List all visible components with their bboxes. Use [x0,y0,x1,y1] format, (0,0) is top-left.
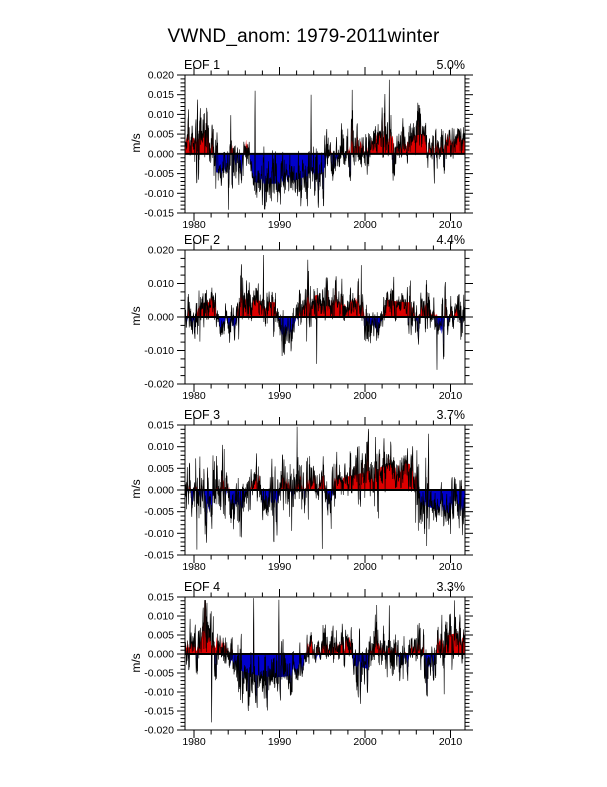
svg-text:2000: 2000 [353,736,377,748]
svg-text:0.010: 0.010 [147,610,174,623]
svg-text:-0.010: -0.010 [144,187,174,200]
svg-text:0.005: 0.005 [147,128,174,141]
eof4-plot [0,573,607,752]
chart-title: VWND_anom: 1979-2011winter [167,26,440,47]
eof1-y-axis-unit: m/s [129,133,143,153]
svg-text:2000: 2000 [353,219,377,231]
svg-text:-0.010: -0.010 [144,686,174,699]
svg-text:1990: 1990 [267,561,292,573]
svg-text:0.000: 0.000 [147,148,174,161]
svg-text:-0.015: -0.015 [144,705,174,718]
eof4-variance: 3.3% [436,580,465,594]
eof2-label: EOF 2 [184,233,221,247]
eof1-variance: 5.0% [436,58,465,72]
svg-text:-0.020: -0.020 [144,724,174,737]
svg-text:0.015: 0.015 [147,89,174,102]
svg-text:1990: 1990 [267,390,292,402]
svg-text:0.015: 0.015 [147,591,174,604]
eof2-y-axis-unit: m/s [129,306,143,326]
eof2-plot [0,226,607,406]
svg-text:0.000: 0.000 [147,484,174,497]
svg-text:-0.005: -0.005 [144,667,174,680]
eof3-y-axis-unit: m/s [129,479,143,499]
svg-text:1980: 1980 [182,561,206,573]
svg-text:2010: 2010 [438,390,463,402]
eof4-y-axis-unit: m/s [129,653,143,673]
svg-text:2010: 2010 [438,561,463,573]
eof3-label: EOF 3 [184,408,221,422]
eof4-label: EOF 4 [184,580,221,594]
svg-text:-0.005: -0.005 [144,506,174,519]
svg-text:-0.010: -0.010 [144,527,174,540]
eof3-plot [0,401,607,577]
svg-text:0.000: 0.000 [147,311,174,324]
eof2-variance: 4.4% [436,233,465,247]
svg-text:0.000: 0.000 [147,648,174,661]
svg-text:0.010: 0.010 [147,278,174,290]
svg-text:0.005: 0.005 [147,462,174,475]
svg-text:2000: 2000 [353,561,377,573]
svg-text:0.015: 0.015 [147,419,174,432]
svg-text:0.020: 0.020 [147,69,174,82]
eof1-label: EOF 1 [184,58,221,72]
svg-text:-0.015: -0.015 [144,207,174,220]
svg-text:0.010: 0.010 [147,108,174,121]
svg-text:2010: 2010 [438,736,463,748]
svg-text:1980: 1980 [182,736,206,748]
svg-text:1990: 1990 [267,736,292,748]
svg-text:-0.005: -0.005 [144,168,174,181]
eof3-variance: 3.7% [436,408,465,422]
svg-text:-0.010: -0.010 [144,345,174,357]
svg-text:1980: 1980 [182,219,206,231]
svg-text:0.020: 0.020 [147,244,174,257]
svg-text:2010: 2010 [438,219,463,231]
svg-text:0.005: 0.005 [147,629,174,642]
svg-text:1980: 1980 [182,390,206,402]
svg-text:-0.020: -0.020 [144,378,174,391]
svg-text:-0.015: -0.015 [144,549,174,562]
eof1-plot [0,51,607,235]
svg-text:0.010: 0.010 [147,441,174,454]
svg-text:1990: 1990 [267,219,292,231]
svg-text:2000: 2000 [353,390,377,402]
